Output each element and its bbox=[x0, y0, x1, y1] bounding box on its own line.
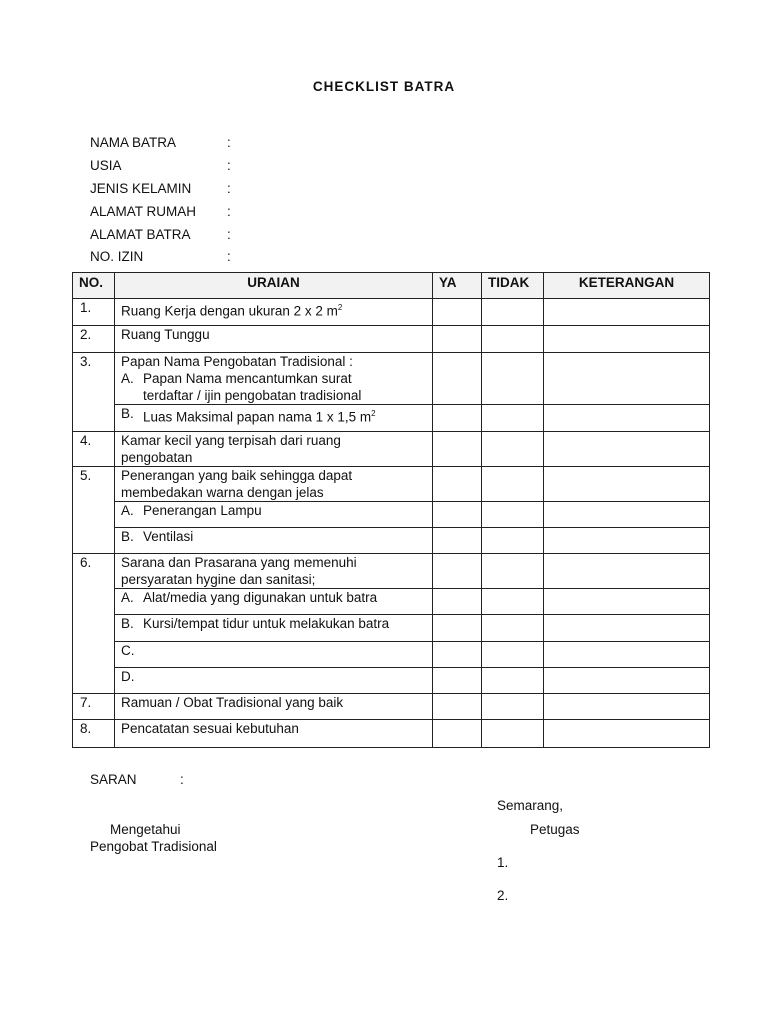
row-number: 6. bbox=[73, 554, 115, 694]
row-uraian bbox=[115, 615, 433, 642]
field-colon: : bbox=[227, 249, 231, 264]
sub-letter: A. bbox=[121, 371, 134, 386]
ya-cell[interactable] bbox=[433, 694, 482, 720]
sub-letter: D. bbox=[121, 669, 135, 684]
table-row bbox=[73, 589, 710, 615]
ya-cell[interactable] bbox=[433, 432, 482, 467]
table-row bbox=[73, 528, 710, 554]
keterangan-cell[interactable] bbox=[544, 668, 710, 694]
field-label: JENIS KELAMIN bbox=[90, 181, 192, 196]
field-nama-batra bbox=[90, 135, 231, 155]
row-line: Penerangan yang baik sehingga dapat bbox=[121, 468, 353, 483]
row-uraian bbox=[115, 405, 433, 432]
table-row bbox=[73, 467, 710, 502]
sub-text bbox=[143, 405, 376, 426]
sub-item-a bbox=[121, 589, 426, 606]
header-ya: YA bbox=[433, 273, 482, 299]
field-alamat-batra bbox=[90, 227, 231, 247]
sub-line: Luas Maksimal papan nama 1 x 1,5 m bbox=[143, 409, 372, 425]
sub-item-b bbox=[121, 528, 426, 545]
superscript: 2 bbox=[371, 409, 376, 418]
saran-label: SARAN bbox=[90, 772, 137, 787]
field-label: USIA bbox=[90, 158, 122, 173]
field-colon: : bbox=[227, 135, 231, 150]
row-uraian bbox=[115, 353, 433, 405]
sub-item-d bbox=[121, 668, 426, 685]
ya-cell[interactable] bbox=[433, 502, 482, 528]
tidak-cell[interactable] bbox=[482, 299, 544, 326]
sub-letter: B. bbox=[121, 406, 134, 421]
document-title: CHECKLIST BATRA bbox=[312, 79, 456, 94]
row-uraian bbox=[115, 642, 433, 668]
pengobat-label: Pengobat Tradisional bbox=[90, 839, 217, 854]
row-uraian bbox=[115, 668, 433, 694]
row-text: Ruang Kerja dengan ukuran 2 x 2 m bbox=[121, 303, 338, 319]
ya-cell[interactable] bbox=[433, 589, 482, 615]
sub-letter: A. bbox=[121, 590, 134, 605]
tidak-cell[interactable] bbox=[482, 720, 544, 748]
table-row bbox=[73, 353, 710, 405]
table-row bbox=[73, 694, 710, 720]
ya-cell[interactable] bbox=[433, 554, 482, 589]
ya-cell[interactable] bbox=[433, 299, 482, 326]
field-colon: : bbox=[227, 158, 231, 173]
table-row bbox=[73, 615, 710, 642]
row-uraian bbox=[115, 589, 433, 615]
header-tidak: TIDAK bbox=[482, 273, 544, 299]
keterangan-cell[interactable] bbox=[544, 467, 710, 502]
tidak-cell[interactable] bbox=[482, 353, 544, 405]
ya-cell[interactable] bbox=[433, 720, 482, 748]
row-uraian: Ruang Tunggu bbox=[115, 326, 433, 353]
row-number: 3. bbox=[73, 353, 115, 432]
row-line: pengobatan bbox=[121, 450, 193, 465]
table-row bbox=[73, 668, 710, 694]
sub-line: terdaftar / ijin pengobatan tradisional bbox=[143, 388, 362, 403]
header-no: NO. bbox=[73, 273, 115, 299]
keterangan-cell[interactable] bbox=[544, 720, 710, 748]
sub-letter: B. bbox=[121, 616, 134, 631]
table-row bbox=[73, 432, 710, 467]
row-uraian bbox=[115, 554, 433, 589]
sub-item-c bbox=[121, 642, 426, 659]
sub-letter: B. bbox=[121, 529, 134, 544]
sub-letter: A. bbox=[121, 503, 134, 518]
sub-text: Penerangan Lampu bbox=[143, 503, 262, 518]
row-number: 8. bbox=[73, 720, 115, 748]
tidak-cell[interactable] bbox=[482, 502, 544, 528]
sub-text bbox=[143, 370, 361, 404]
field-alamat-rumah bbox=[90, 204, 231, 224]
superscript: 2 bbox=[337, 303, 343, 312]
mengetahui-label: Mengetahui bbox=[110, 822, 181, 837]
field-no-izin bbox=[90, 249, 231, 269]
keterangan-cell[interactable] bbox=[544, 694, 710, 720]
keterangan-cell[interactable] bbox=[544, 405, 710, 432]
row-text: Papan Nama Pengobatan Tradisional : bbox=[121, 354, 353, 369]
row-uraian bbox=[115, 528, 433, 554]
row-uraian: Ramuan / Obat Tradisional yang baik bbox=[115, 694, 433, 720]
ya-cell[interactable] bbox=[433, 467, 482, 502]
keterangan-cell[interactable] bbox=[544, 642, 710, 668]
row-number: 5. bbox=[73, 467, 115, 554]
field-label: NO. IZIN bbox=[90, 249, 144, 264]
sub-line: Papan Nama mencantumkan surat bbox=[143, 371, 352, 386]
row-number: 4. bbox=[73, 432, 115, 467]
tidak-cell[interactable] bbox=[482, 326, 544, 353]
row-number: 2. bbox=[73, 326, 115, 353]
keterangan-cell[interactable] bbox=[544, 589, 710, 615]
table-row bbox=[73, 554, 710, 589]
row-uraian bbox=[115, 467, 433, 502]
sub-item-a bbox=[121, 502, 426, 519]
petugas-label: Petugas bbox=[530, 822, 580, 837]
ya-cell[interactable] bbox=[433, 615, 482, 642]
sub-text: Alat/media yang digunakan untuk batra bbox=[143, 590, 378, 605]
row-line: Kamar kecil yang terpisah dari ruang bbox=[121, 433, 341, 448]
sub-text: Kursi/tempat tidur untuk melakukan batra bbox=[143, 616, 390, 631]
ya-cell[interactable] bbox=[433, 353, 482, 405]
table-row bbox=[73, 326, 710, 353]
ya-cell[interactable] bbox=[433, 326, 482, 353]
keterangan-cell[interactable] bbox=[544, 615, 710, 642]
table-row bbox=[73, 720, 710, 748]
ya-cell[interactable] bbox=[433, 528, 482, 554]
keterangan-cell[interactable] bbox=[544, 353, 710, 405]
row-number: 7. bbox=[73, 694, 115, 720]
field-colon: : bbox=[227, 204, 231, 219]
field-jenis-kelamin bbox=[90, 181, 231, 201]
petugas-number-1: 1. bbox=[497, 855, 509, 870]
field-usia bbox=[90, 158, 231, 178]
keterangan-cell[interactable] bbox=[544, 299, 710, 326]
sub-item-a bbox=[121, 370, 426, 404]
row-uraian bbox=[115, 432, 433, 467]
keterangan-cell[interactable] bbox=[544, 528, 710, 554]
table-row bbox=[73, 502, 710, 528]
row-line: membedakan warna dengan jelas bbox=[121, 485, 324, 500]
table-row bbox=[73, 299, 710, 326]
row-number: 1. bbox=[73, 299, 115, 326]
tidak-cell[interactable] bbox=[482, 642, 544, 668]
ya-cell[interactable] bbox=[433, 642, 482, 668]
signature-place: Semarang, bbox=[497, 798, 564, 813]
keterangan-cell[interactable] bbox=[544, 326, 710, 353]
row-uraian bbox=[115, 299, 433, 326]
table-header-row bbox=[73, 273, 710, 299]
row-line: Sarana dan Prasarana yang memenuhi bbox=[121, 555, 357, 570]
table-row bbox=[73, 405, 710, 432]
field-label: ALAMAT RUMAH bbox=[90, 204, 197, 219]
table-row bbox=[73, 642, 710, 668]
sub-item-b bbox=[121, 405, 426, 426]
ya-cell[interactable] bbox=[433, 668, 482, 694]
sub-text: Ventilasi bbox=[143, 529, 194, 544]
tidak-cell[interactable] bbox=[482, 589, 544, 615]
ya-cell[interactable] bbox=[433, 405, 482, 432]
field-label: ALAMAT BATRA bbox=[90, 227, 191, 242]
checklist-table bbox=[72, 272, 710, 748]
keterangan-cell[interactable] bbox=[544, 502, 710, 528]
field-colon: : bbox=[227, 181, 231, 196]
tidak-cell[interactable] bbox=[482, 694, 544, 720]
tidak-cell[interactable] bbox=[482, 432, 544, 467]
saran-colon: : bbox=[180, 772, 184, 787]
header-keterangan: KETERANGAN bbox=[544, 273, 710, 299]
tidak-cell[interactable] bbox=[482, 668, 544, 694]
tidak-cell[interactable] bbox=[482, 528, 544, 554]
header-uraian: URAIAN bbox=[115, 273, 433, 299]
tidak-cell[interactable] bbox=[482, 467, 544, 502]
row-line: persyaratan hygine dan sanitasi; bbox=[121, 572, 316, 587]
sub-letter: C. bbox=[121, 643, 135, 658]
tidak-cell[interactable] bbox=[482, 615, 544, 642]
sub-item-b bbox=[121, 615, 426, 632]
keterangan-cell[interactable] bbox=[544, 554, 710, 589]
tidak-cell[interactable] bbox=[482, 554, 544, 589]
tidak-cell[interactable] bbox=[482, 405, 544, 432]
field-label: NAMA BATRA bbox=[90, 135, 177, 150]
row-uraian bbox=[115, 502, 433, 528]
row-uraian: Pencatatan sesuai kebutuhan bbox=[115, 720, 433, 748]
keterangan-cell[interactable] bbox=[544, 432, 710, 467]
field-colon: : bbox=[227, 227, 231, 242]
petugas-number-2: 2. bbox=[497, 888, 509, 903]
